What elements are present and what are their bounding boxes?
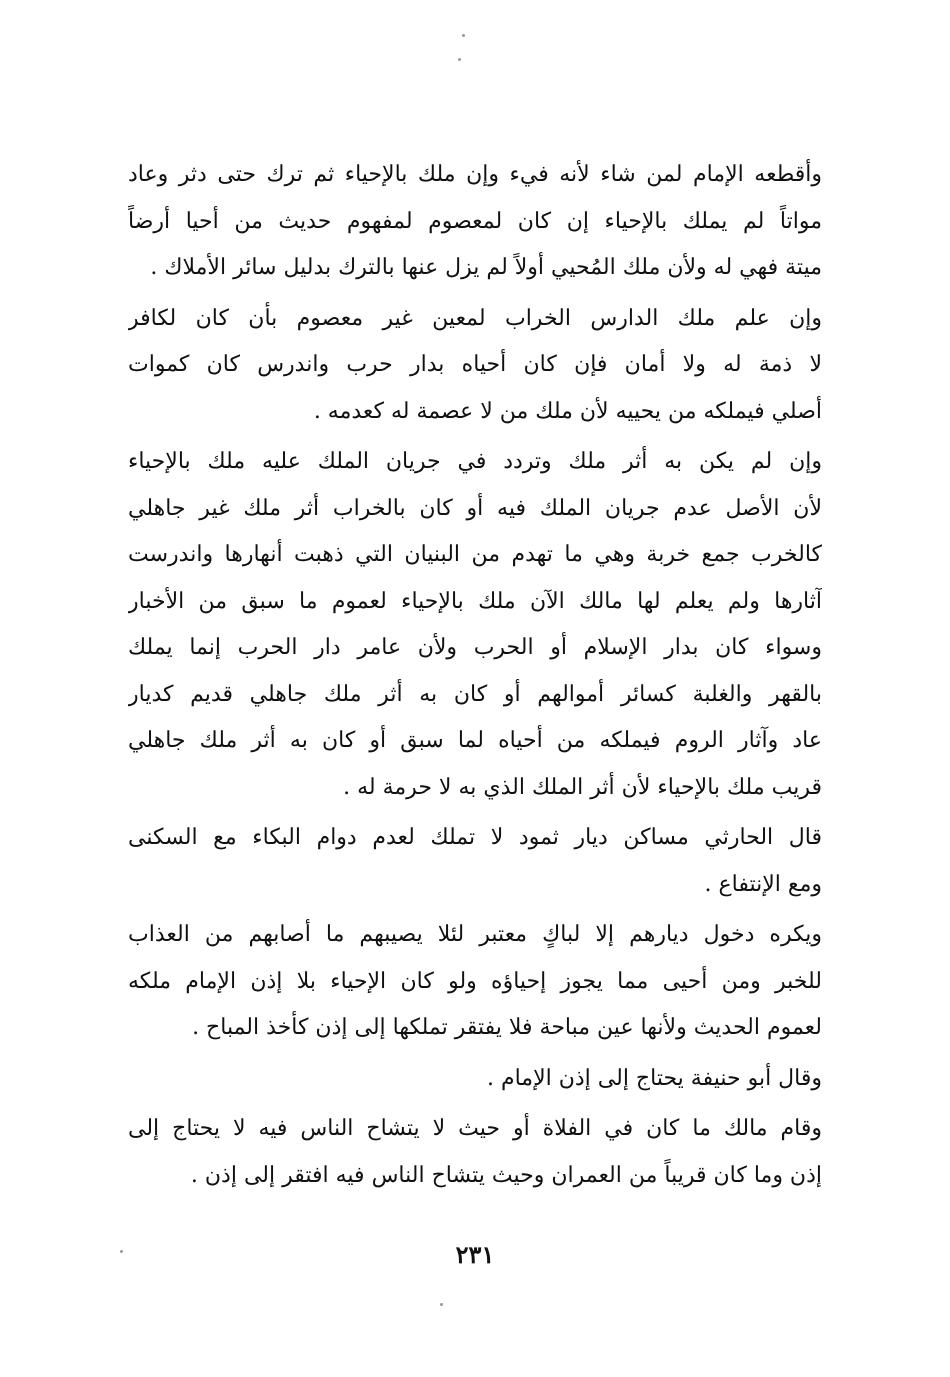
- text-line: وقال أبو حنيفة يحتاج إلى إذن الإمام .: [486, 1065, 822, 1091]
- text-line: آثارها ولم يعلم لها مالك الآن ملك بالإحياء لعموم ما سبق من الأخبار: [128, 588, 822, 614]
- text-line: قريب ملك بالإحياء لأن أثر الملك الذي به لا حرمة له .: [343, 774, 822, 800]
- paragraph-7: [128, 1106, 822, 1199]
- text-line: وأقطعه الإمام لمن شاء لأنه فيء وإن ملك بالإحياء ثم ترك حتى دثر وعاد: [128, 162, 822, 187]
- text-line: لا ذمة له ولا أمان فإن كان أحياه بدار حرب واندرس كان كموات: [128, 352, 822, 377]
- scan-speck: [458, 58, 461, 61]
- text-line: قال الحارثي مساكن ديار ثمود لا تملك لعدم دوام البكاء مع السكنى: [128, 825, 822, 850]
- scan-speck: [462, 34, 465, 37]
- paragraph-4: [128, 815, 822, 908]
- text-line: وسواء كان بدار الإسلام أو الحرب ولأن عامر دار الحرب إنما يملك: [128, 635, 822, 660]
- paragraph-2: [128, 296, 822, 436]
- text-line: ميتة فهي له ولأن ملك المُحيي أولاً لم يزل عنها بالترك بدليل سائر الأملاك .: [150, 255, 822, 280]
- text-line: إذن وما كان قريباً من العمران وحيث يتشاح الناس فيه افتقر إلى إذن .: [190, 1162, 822, 1188]
- paragraph-3: [128, 439, 822, 811]
- scan-speck: [440, 1303, 443, 1306]
- text-line: كالخرب جمع خربة وهي ما تهدم من البنيان التي ذهبت أنهارها واندرست: [128, 542, 822, 567]
- text-line: وإن علم ملك الدارس الخراب لمعين غير معصوم بأن كان لكافر: [128, 305, 822, 331]
- text-line: أصلي فيملكه من يحييه لأن ملك من لا عصمة له كعدمه .: [313, 398, 822, 424]
- body-text: [128, 152, 822, 1199]
- paragraph-1: [128, 152, 822, 292]
- text-line: وقام مالك ما كان في الفلاة أو حيث لا يتشاح الناس فيه لا يحتاج إلى: [128, 1116, 822, 1141]
- text-line: لعموم الحديث ولأنها عين مباحة فلا يفتقر تملكها إلى إذن كأخذ المباح .: [192, 1015, 822, 1040]
- page-number: ٢٣١: [455, 1240, 495, 1269]
- text-line: لأن الأصل عدم جريان الملك فيه أو كان بالخراب أثر ملك غير جاهلي: [128, 495, 822, 521]
- text-line: عاد وآثار الروم فيملكه من أحياه لما سبق أو كان به أثر ملك جاهلي: [128, 728, 822, 753]
- paragraph-6: [128, 1056, 822, 1103]
- text-line: مواتاً لم يملك بالإحياء إن كان لمعصوم لمفهوم حديث من أحيا أرضاً: [128, 208, 822, 234]
- text-line: ويكره دخول ديارهم إلا لباكٍ معتبر لئلا يصيبهم ما أصابهم من العذاب: [128, 922, 822, 947]
- paragraph-5: [128, 912, 822, 1052]
- text-line: وإن لم يكن به أثر ملك وتردد في جريان الملك عليه ملك بالإحياء: [128, 449, 822, 474]
- text-line: بالقهر والغلبة كسائر أموالهم أو كان به أثر ملك جاهلي قديم كديار: [128, 681, 822, 707]
- text-line: للخبر ومن أحيى مما يجوز إحياؤه ولو كان الإحياء بلا إذن الإمام ملكه: [128, 968, 822, 994]
- text-line: ومع الإنتفاع .: [704, 871, 822, 897]
